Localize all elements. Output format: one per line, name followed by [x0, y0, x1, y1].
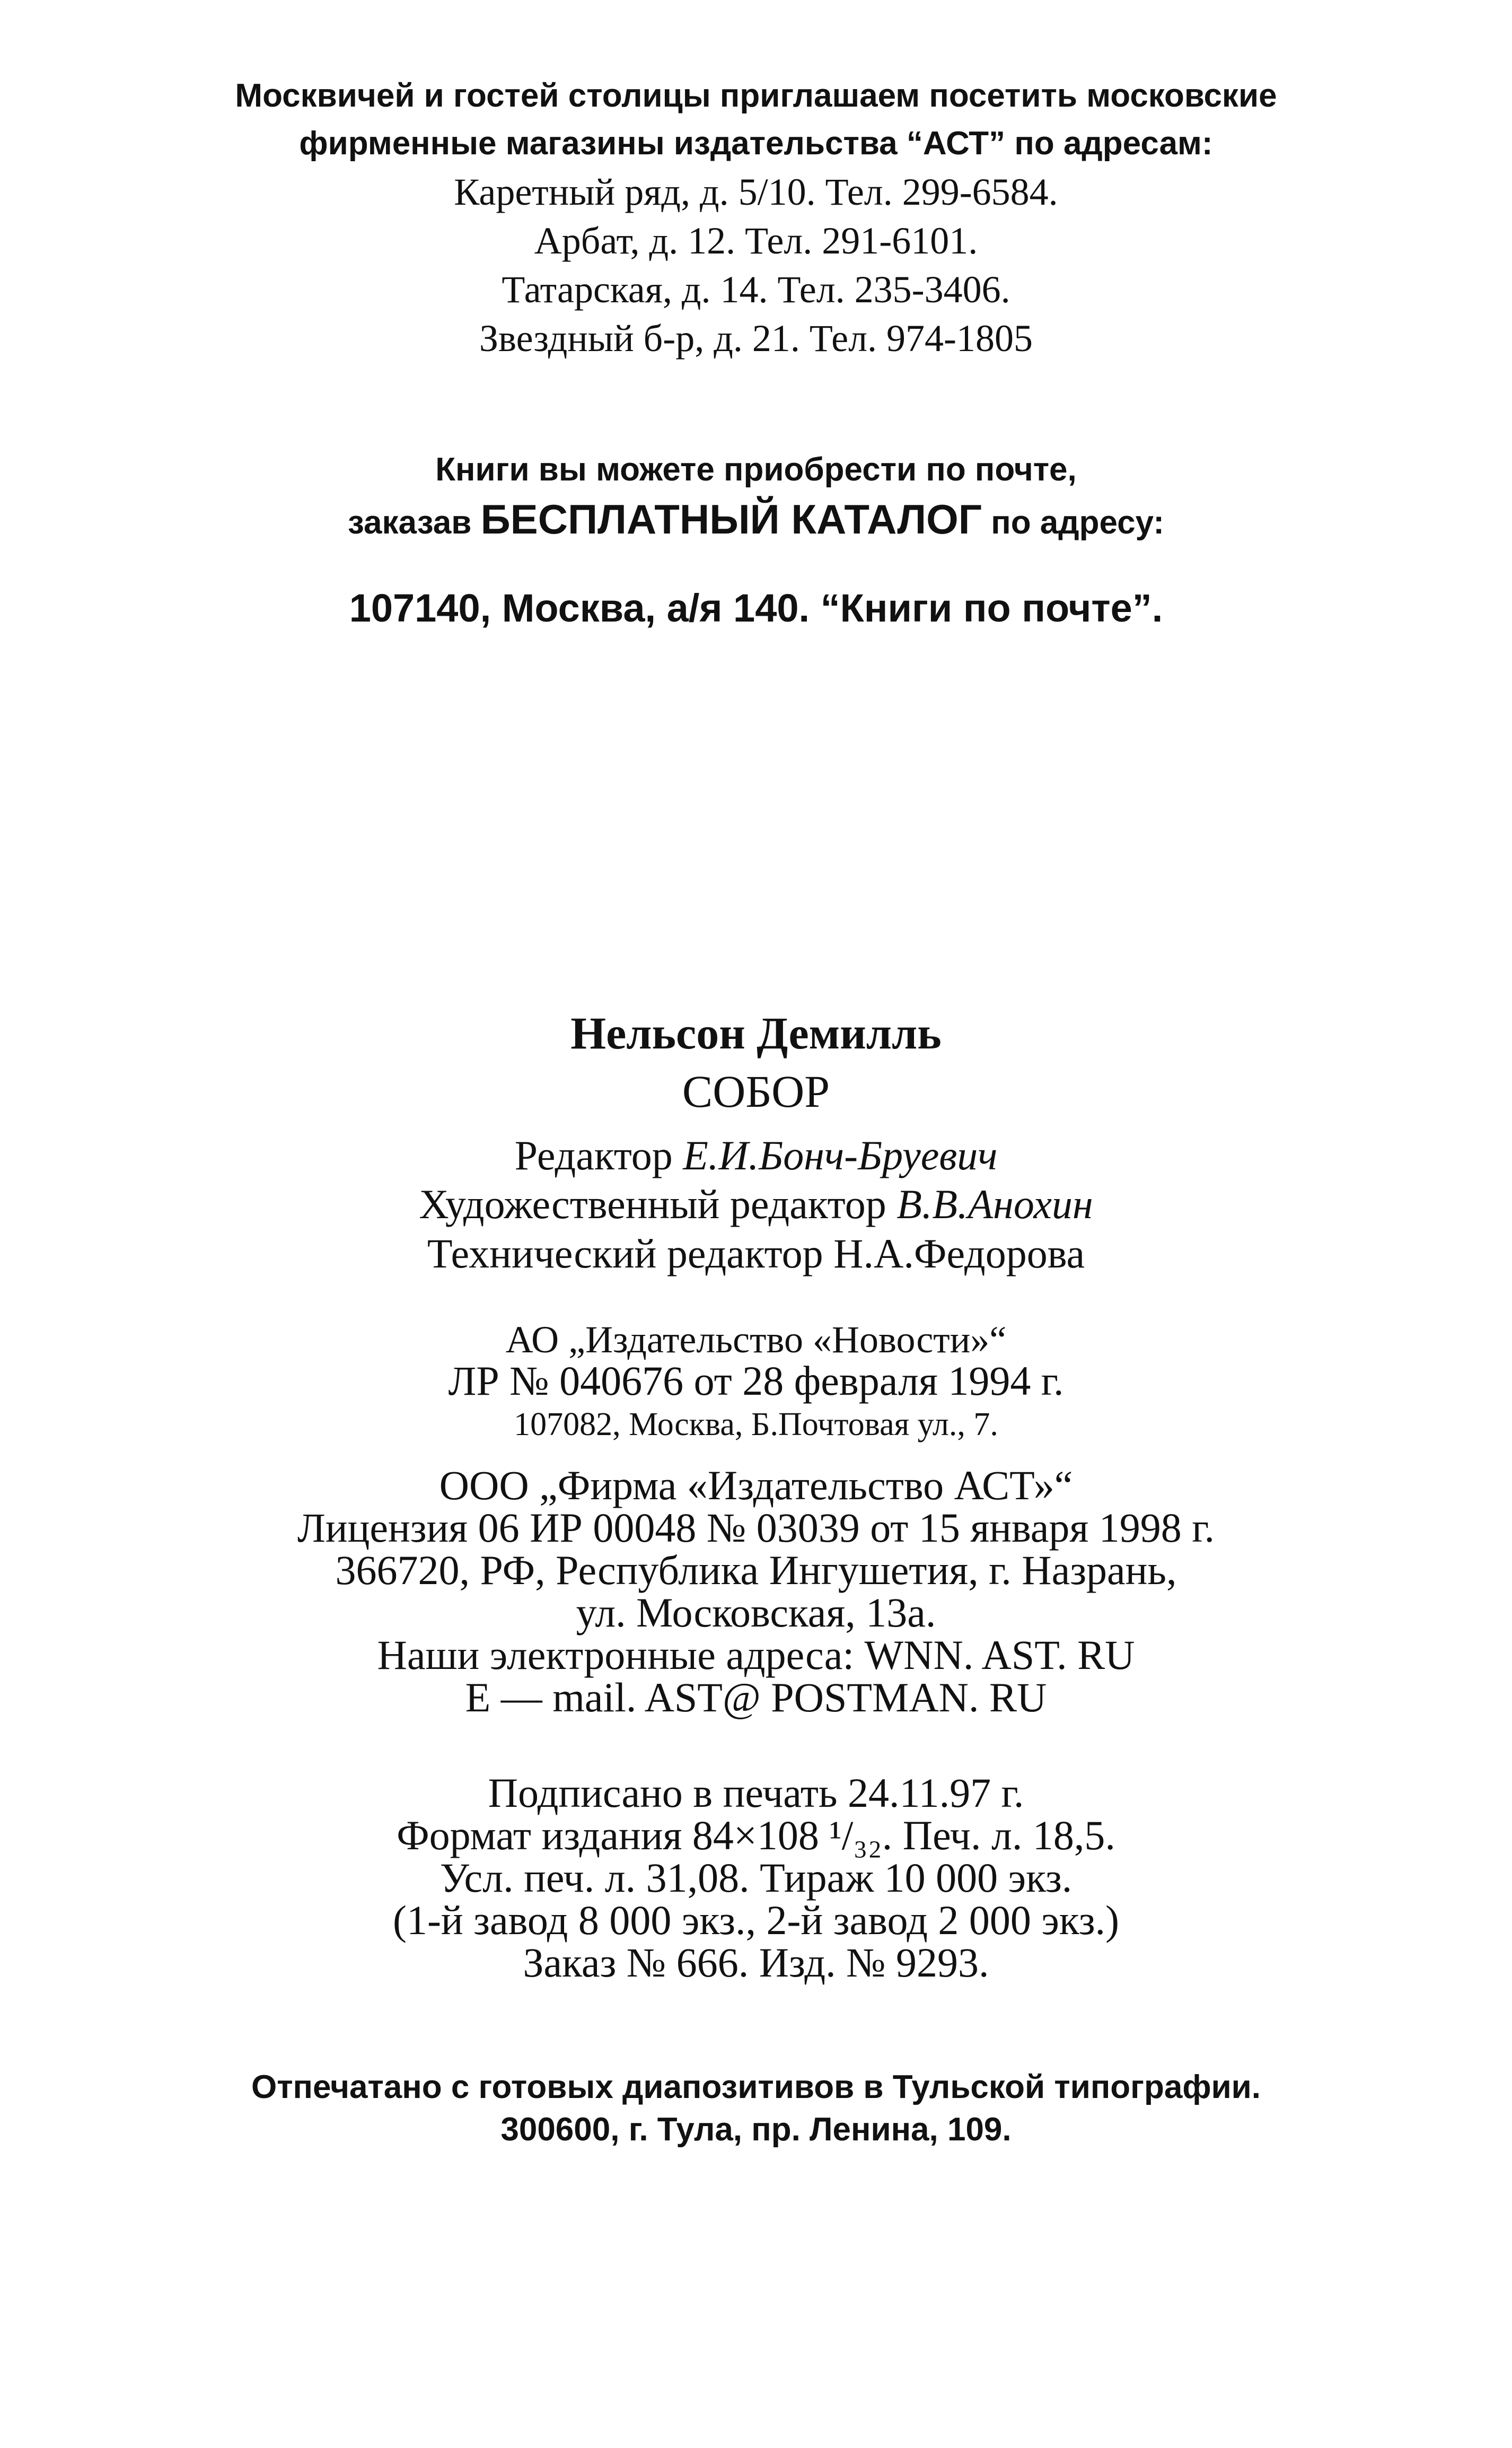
art-editor-name: В.В.Анохин	[896, 1181, 1093, 1227]
mail-order-address: 107140, Москва, а/я 140. “Книги по почте”.	[349, 586, 1163, 630]
publisher2-address1: 366720, РФ, Республика Ингушетия, г. Назрань,	[335, 1547, 1177, 1593]
editor-name: Е.И.Бонч-Бруевич	[683, 1132, 998, 1178]
stores-intro-line2: фирменные магазины издательства “АСТ” по адресам:	[299, 125, 1213, 162]
store-address-1: Каретный ряд, д. 5/10. Тел. 299-6584.	[454, 171, 1058, 213]
publisher2-license: Лицензия 06 ИР 00048 № 03039 от 15 января 1998 г.	[297, 1505, 1215, 1551]
art-editor-line	[0, 1181, 1512, 1227]
mail-order-line2	[0, 496, 1512, 543]
publisher1-address: 107082, Москва, Б.Почтовая ул., 7.	[514, 1406, 998, 1442]
print-sheets: Усл. печ. л. 31,08. Тираж 10 000 экз.	[439, 1855, 1073, 1901]
art-editor-label: Художественный редактор	[419, 1181, 897, 1227]
print-order: Заказ № 666. Изд. № 9293.	[523, 1939, 989, 1986]
mail-order-prefix: заказав	[348, 504, 481, 541]
book-author: Нельсон Демилль	[570, 1008, 942, 1059]
publisher2-address2: ул. Московская, 13а.	[576, 1589, 936, 1636]
publisher1-license: ЛР № 040676 от 28 февраля 1994 г.	[448, 1358, 1064, 1404]
publisher2-name: ООО „Фирма «Издательство АСТ»“	[439, 1462, 1073, 1508]
store-address-3: Татарская, д. 14. Тел. 235-3406.	[502, 268, 1010, 311]
mail-order-suffix: по адресу:	[982, 504, 1164, 541]
print-plants: (1-й завод 8 000 экз., 2-й завод 2 000 экз.)	[392, 1897, 1120, 1943]
editor-line	[0, 1132, 1512, 1178]
publisher1-name: АО „Издательство «Новости»“	[505, 1318, 1007, 1361]
publisher2-web: Наши электронные адреса: WNN. AST. RU	[377, 1632, 1135, 1678]
stores-intro-line1: Москвичей и гостей столицы приглашаем посетить московские	[235, 77, 1277, 114]
printer-line2: 300600, г. Тула, пр. Ленина, 109.	[500, 2111, 1012, 2148]
publisher2-email: E — mail. AST@ POSTMAN. RU	[465, 1674, 1047, 1720]
editor-label: Редактор	[514, 1132, 683, 1178]
print-format: Формат издания 84×108 ¹/₃₂. Печ. л. 18,5.	[397, 1812, 1115, 1858]
store-address-4: Звездный б-р, д. 21. Тел. 974-1805	[479, 317, 1033, 360]
print-signed: Подписано в печать 24.11.97 г.	[488, 1770, 1024, 1816]
mail-order-line1: Книги вы можете приобрести по почте,	[435, 451, 1077, 488]
tech-editor-line: Технический редактор Н.А.Федорова	[427, 1230, 1085, 1277]
printer-line1: Отпечатано с готовых диапозитивов в Тульской типографии.	[251, 2069, 1261, 2105]
free-catalog-label: БЕСПЛАТНЫЙ КАТАЛОГ	[480, 496, 982, 543]
book-title: СОБОР	[682, 1066, 830, 1117]
store-address-2: Арбат, д. 12. Тел. 291-6101.	[534, 220, 978, 262]
